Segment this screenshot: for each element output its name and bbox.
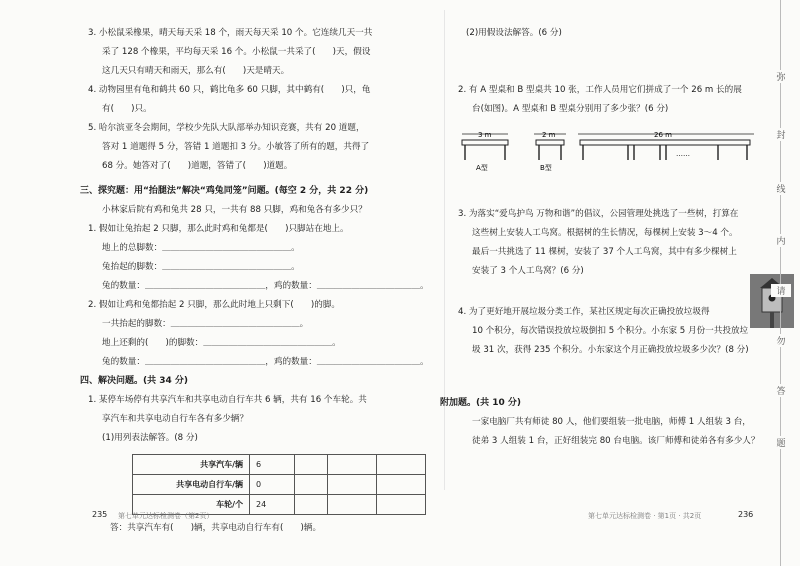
s4q1-line1: 1. 某停车场停有共享汽车和共享电动自行车共 6 辆，共有 16 个车轮。共 xyxy=(88,395,367,405)
table-row-label: 共享汽车/辆 xyxy=(133,455,250,475)
blank-cell[interactable] xyxy=(328,495,377,515)
label-a: A型 xyxy=(476,164,488,172)
rq2-line2: 台(如图)。A 型桌和 B 型桌分别用了多少张？(6 分) xyxy=(472,104,669,114)
s4q1-sub: (1)用列表法解答。(8 分) xyxy=(102,433,198,443)
rq3-line3: 最后一共挑选了 11 棵树，安装了 37 个人工鸟窝，其中有多少棵树上 xyxy=(472,247,737,257)
q5-line1: 5. 哈尔滨亚冬会期间，学校少先队大队部举办知识竞赛，共有 20 道题， xyxy=(88,123,365,133)
s3q2-line4: 兔的数量：＿＿＿＿＿＿＿＿＿＿＿＿＿＿，鸡的数量：＿＿＿＿＿＿＿＿＿＿＿＿。 xyxy=(102,357,429,367)
column-divider xyxy=(444,10,445,490)
table-row-label: 共享电动自行车/辆 xyxy=(133,475,250,495)
q4-line2: 有( )只。 xyxy=(102,104,152,114)
label-b: B型 xyxy=(540,164,552,172)
s3q1-line3: 兔抬起的脚数：＿＿＿＿＿＿＿＿＿＿＿＿＿＿＿。 xyxy=(102,262,300,272)
s3q1-line1: 1. 假如让兔抬起 2 只脚，那么此时鸡和兔都是( )只脚站在地上。 xyxy=(88,224,349,234)
s3q1-line2: 地上的总脚数：＿＿＿＿＿＿＿＿＿＿＿＿＿＿＿。 xyxy=(102,243,300,253)
seal-char: 答 xyxy=(771,384,791,397)
rq4-line1: 4. 为了更好地开展垃圾分类工作，某社区规定每次正确投放垃圾得 xyxy=(458,307,710,317)
s3q1-line4: 兔的数量：＿＿＿＿＿＿＿＿＿＿＿＿＿＿，鸡的数量：＿＿＿＿＿＿＿＿＿＿＿＿。 xyxy=(102,281,429,291)
seal-line xyxy=(780,0,781,566)
page-number-right: 236 xyxy=(738,510,754,519)
dim-a-label: 3 m xyxy=(478,131,492,139)
q4-line1: 4. 动物园里有龟和鹤共 60 只，鹤比龟多 60 只脚，其中鹤有( )只，龟 xyxy=(88,85,371,95)
right-column xyxy=(440,24,763,451)
dots: …… xyxy=(676,150,690,158)
s4q1-line2: 享汽车和共享电动自行车各有多少辆？ xyxy=(102,414,249,424)
q3-line3: 这几天只有晴天和雨天，那么有( )天是晴天。 xyxy=(102,66,290,76)
blank-cell[interactable] xyxy=(295,495,328,515)
blank-cell[interactable] xyxy=(295,455,328,475)
seal-char: 弥 xyxy=(771,70,791,83)
seal-strip xyxy=(768,0,800,566)
blank-cell[interactable] xyxy=(295,475,328,495)
s3q2-line2: 一共抬起的脚数：＿＿＿＿＿＿＿＿＿＿＿＿＿＿＿。 xyxy=(102,319,309,329)
tables-figure xyxy=(458,128,758,174)
footer-note-right: 第七单元达标检测卷 · 第1页 · 共2页 xyxy=(588,512,702,520)
section3-intro: 小林家后院有鸡和兔共 28 只，一共有 88 只脚，鸡和兔各有多少只？ xyxy=(102,205,367,215)
table-row-label: 车轮/个 xyxy=(133,495,250,515)
rq3-line1: 3. 为落实“爱鸟护鸟 万物和谐”的倡议，公园管理处挑选了一些树，打算在 xyxy=(458,209,739,219)
blank-cell[interactable] xyxy=(328,475,377,495)
q5-line2: 答对 1 道题得 5 分，答错 1 道题扣 3 分。小敏答了所有的题，共得了 xyxy=(102,142,370,152)
table-cell: 24 xyxy=(250,495,295,515)
table-cell: 0 xyxy=(250,475,295,495)
s3q2-line1: 2. 假如让鸡和兔都抬起 2 只脚，那么此时地上只剩下( )的脚。 xyxy=(88,300,341,310)
rq1-sub: (2)用假设法解答。(6 分) xyxy=(466,28,562,38)
q3-line1: 3. 小松鼠采橡果，晴天每天采 18 个，雨天每天采 10 个。它连续几天一共 xyxy=(88,28,373,38)
rq3-line4: 安装了 3 个人工鸟窝？(6 分) xyxy=(472,266,584,276)
dim-total-label: 26 m xyxy=(654,131,672,139)
blank-cell[interactable] xyxy=(377,475,426,495)
seal-char: 题 xyxy=(771,436,791,449)
s3q2-line3: 地上还剩的( )的脚数：＿＿＿＿＿＿＿＿＿＿＿＿＿＿＿。 xyxy=(102,338,341,348)
seal-char: 请 xyxy=(771,284,791,297)
blank-cell[interactable] xyxy=(377,495,426,515)
seal-char: 封 xyxy=(771,128,791,141)
list-table xyxy=(132,454,426,515)
rq4-line3: 圾 31 次，获得 235 个积分。小东家这个月正确投放垃圾多少次？(8 分) xyxy=(472,345,749,355)
rq4-line2: 10 个积分，每次错误投放垃圾倒扣 5 个积分。小东家 5 月份一共投放垃 xyxy=(472,326,749,336)
table-cell: 6 xyxy=(250,455,295,475)
dim-b-label: 2 m xyxy=(542,131,556,139)
seal-char: 线 xyxy=(771,182,791,195)
rq2-line1: 2. 有 A 型桌和 B 型桌共 10 张，工作人员用它们拼成了一个 26 m 长的展 xyxy=(458,85,742,95)
extra-line1: 一家电脑厂共有师徒 80 人，他们要组装一批电脑，师傅 1 人组装 3 台， xyxy=(472,417,751,427)
blank-cell[interactable] xyxy=(328,455,377,475)
left-column xyxy=(80,24,429,538)
page-number-left: 235 xyxy=(92,510,108,519)
table-row xyxy=(133,475,426,495)
section3-title: 三、探究题：用“抬腿法”解决“鸡兔同笼”问题。(每空 2 分，共 22 分) xyxy=(80,186,369,196)
seal-char: 内 xyxy=(771,234,791,247)
blank-cell[interactable] xyxy=(377,455,426,475)
table-row xyxy=(133,455,426,475)
section4-title: 四、解决问题。(共 34 分) xyxy=(80,376,189,386)
seal-char: 勿 xyxy=(771,334,791,347)
rq3-line2: 这些树上安装人工鸟窝。根据树的生长情况，每棵树上安装 3～4 个。 xyxy=(472,228,738,238)
extra-line2: 徒弟 3 人组装 1 台，正好组装完 80 台电脑。该厂师傅和徒弟各有多少人？ xyxy=(472,436,760,446)
footer-note-left: 第七单元达标检测卷（第2页） xyxy=(118,512,214,520)
q3-line2: 采了 128 个橡果，平均每天采 16 个。小松鼠一共采了( )天，假设 xyxy=(102,47,371,57)
q5-line3: 68 分。她答对了( )道题，答错了( )道题。 xyxy=(102,161,293,171)
answer-line: 答：共享汽车有( )辆，共享电动自行车有( )辆。 xyxy=(110,523,322,533)
extra-title: 附加题。(共 10 分) xyxy=(440,398,522,408)
